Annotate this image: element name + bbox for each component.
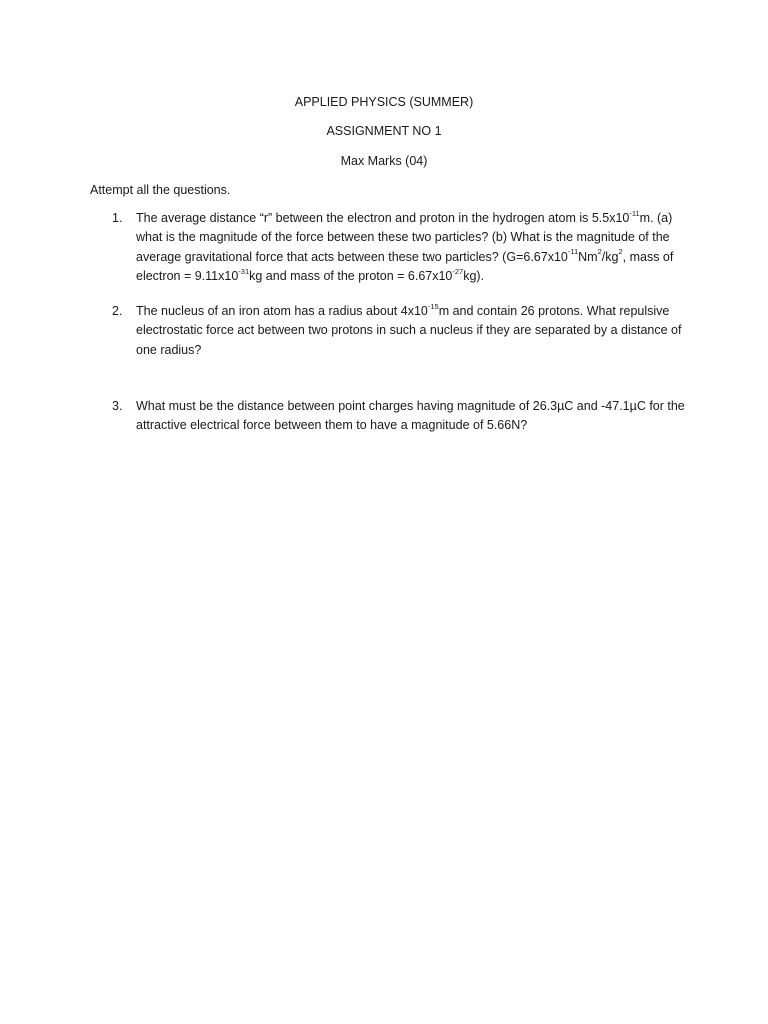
document-title: APPLIED PHYSICS (SUMMER) (294, 95, 474, 109)
instruction-text: Attempt all the questions. (90, 183, 231, 197)
question-3-number: 3. (112, 399, 123, 413)
question-3-text: What must be the distance between point charges having magnitude of 26.3µC and -47.1µC for the attractive electrical force between them to have a magnitude of 5.66N? (136, 399, 685, 433)
question-3 (112, 397, 687, 436)
question-1 (112, 209, 687, 286)
question-1-number: 1. (112, 211, 123, 225)
question-2-number: 2. (112, 304, 123, 318)
question-2 (112, 302, 687, 360)
assignment-number: ASSIGNMENT NO 1 (326, 124, 442, 138)
max-marks: Max Marks (04) (340, 154, 428, 168)
question-2-text: The nucleus of an iron atom has a radius about $4x10^{-15}m$ and contain 26 protons. What repulsive electrostatic force act between two protons in such a nucleus if they are separated by a distance of one radius? (136, 301, 682, 357)
question-1-text: The average distance “r” between the electron and proton in the hydrogen atom is $5.5x10^{-11}m$. (a) what is the magnitude of the force between these two particles? (b) What is the magnitude of the average gravitational force that acts between these two particles? ($G=6.67x10^{-11}Nm^2/kg^2$, mass of electron = $9.11x10^{-31}kg$ and mass of the proton = $6.67x10^{-27}kg$). (136, 208, 674, 283)
